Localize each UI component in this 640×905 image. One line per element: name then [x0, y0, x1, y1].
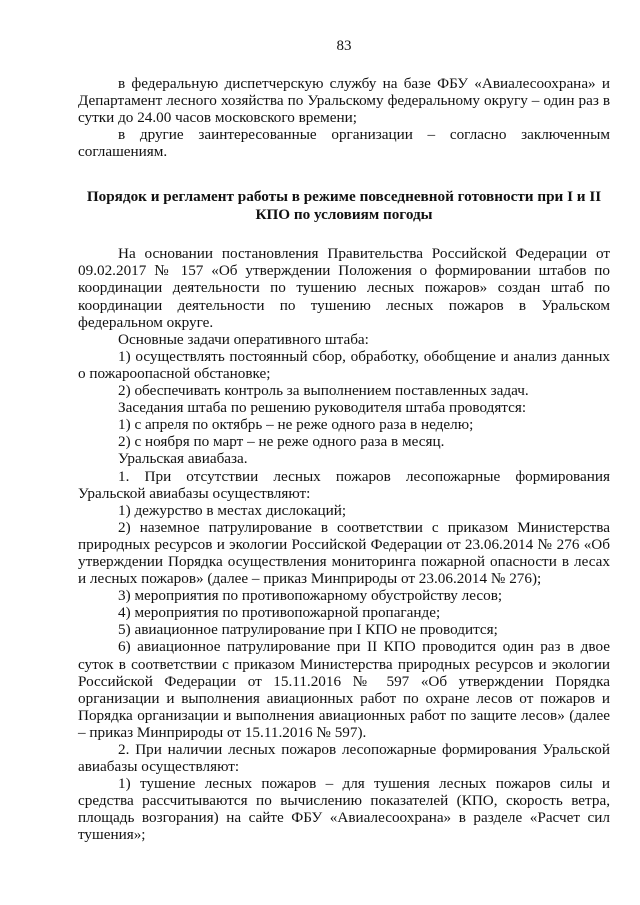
- paragraph-meetings-1: 1) с апреля по октябрь – не реже одного раза в неделю;: [118, 416, 474, 434]
- page-number: 83: [336, 38, 352, 54]
- paragraph-task-1: 1) осуществлять постоянный сбор, обработку, обобщение и анализ данных о пожароопасной обстановке;: [78, 347, 610, 382]
- paragraph-basis: На основании постановления Правительства Российской Федерации от 09.02.2017 № 157 «Об утверждении Положения о формировании штабов по координации деятельности по тушению лесных пожаров» создан штаб по координации деятельности по тушению лесных пожаров в Уральском федеральном округе.: [78, 245, 610, 331]
- paragraph-tasks-title: Основные задачи оперативного штаба:: [118, 330, 369, 348]
- intro-paragraph-2: в другие заинтересованные организации – согласно заключенным соглашениям.: [78, 126, 610, 161]
- paragraph-fires-title: 2. При наличии лесных пожаров лесопожарные формирования Уральской авиабазы осуществляют:: [78, 741, 610, 776]
- paragraph-no-fires-5: 5) авиационное патрулирование при I КПО не проводится;: [118, 621, 498, 639]
- paragraph-airbase-title: Уральская авиабаза.: [118, 450, 248, 468]
- paragraph-no-fires-2: 2) наземное патрулирование в соответствии с приказом Министерства природных ресурсов и экологии Российской Федерации от 23.06.2014 № 276 «Об утверждении Порядка осуществления мониторинга пожарной опасности в лесах и лесных пожаров» (далее – приказ Минприроды от 23.06.2014 № 276);: [78, 518, 610, 588]
- paragraph-task-2: 2) обеспечивать контроль за выполнением поставленных задач.: [118, 382, 529, 400]
- paragraph-meetings-2: 2) с ноября по март – не реже одного раза в месяц.: [118, 433, 445, 451]
- paragraph-fires-1: 1) тушение лесных пожаров – для тушения лесных пожаров силы и средства рассчитываются по вычислению показателей (КПО, скорость ветра, площадь возгорания) на сайте ФБУ «Авиалесоохрана» в разделе «Расчет сил тушения»;: [78, 775, 610, 844]
- section-heading: Порядок и регламент работы в режиме повседневной готовности при I и II КПО по условиям погоды: [86, 188, 602, 223]
- paragraph-no-fires-1: 1) дежурство в местах дислокаций;: [118, 501, 347, 519]
- paragraph-no-fires-4: 4) мероприятия по противопожарной пропаганде;: [118, 604, 441, 622]
- paragraph-meetings-title: Заседания штаба по решению руководителя штаба проводятся:: [118, 399, 527, 417]
- intro-paragraph-1: в федеральную диспетчерскую службу на базе ФБУ «Авиалесоохрана» и Департамент лесного хозяйства по Уральскому федеральному округу – один раз в сутки до 24.00 часов московского времени;: [78, 75, 610, 127]
- paragraph-no-fires-3: 3) мероприятия по противопожарному обустройству лесов;: [118, 587, 503, 605]
- paragraph-no-fires-title: 1. При отсутствии лесных пожаров лесопожарные формирования Уральской авиабазы осуществляют:: [78, 467, 610, 502]
- paragraph-no-fires-6: 6) авиационное патрулирование при II КПО проводится один раз в двое суток в соответствии с приказом Министерства природных ресурсов и экологии Российской Федерации от 15.11.2016 № 597 «Об утверждении Порядка организации и выполнения авиационных работ по охране лесов от пожаров и Порядка организации и выполнения авиационных работ по защите лесов» (далее – приказ Минприроды от 15.11.2016 № 597).: [78, 638, 610, 741]
